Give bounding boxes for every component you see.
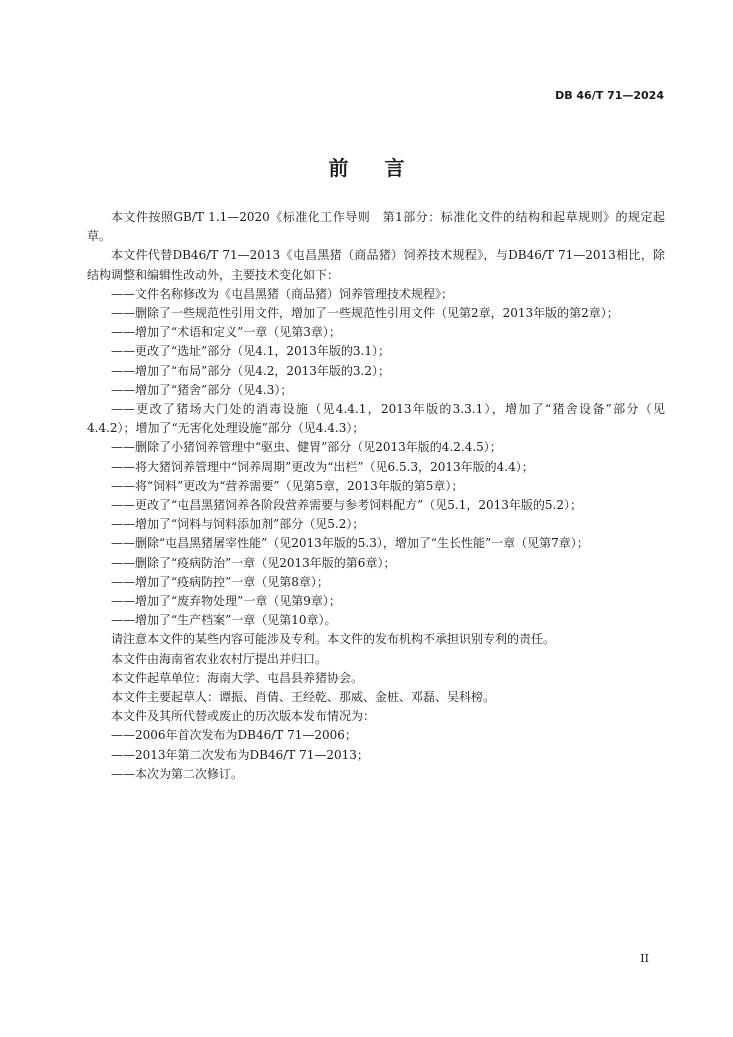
page-title [0,152,733,181]
change-item: ——删除了小猪饲养管理中“驱虫、健胃”部分（见2013年版的4.2.4.5）； [111,440,502,455]
change-item: ——增加了“生产档案”一章（见第10章）。 [111,613,337,628]
change-item: ——删除了一些规范性引用文件，增加了一些规范性引用文件（见第2章，2013年版的第2章）； [111,306,619,321]
paragraph: 本文件主要起草人：谭振、肖倩、王经乾、那威、金桩、邓磊、吴科榜。 [111,690,496,705]
paragraph: 本文件由海南省农业农村厅提出并归口。 [111,651,328,666]
change-item: ——将大猪饲养管理中“饲养周期”更改为“出栏”（见6.5.3，2013年版的4.4）； [111,459,534,474]
paragraph: 本文件及其所代替或废止的历次版本发布情况为： [111,709,376,724]
change-item: ——增加了“饲料与饲料添加剂”部分（见5.2）； [111,517,365,532]
change-item: ——更改了猪场大门处的消毒设施（见4.4.1，2013年版的3.3.1），增加了“猪舍设备”部分（见4.4.2）；增加了“无害化处理设施”部分（见4.4.3）； [87,402,665,436]
change-item: ——增加了“布局”部分（见4.2，2013年版的3.2）； [111,363,390,378]
change-item: ——增加了“术语和定义”一章（见第3章）； [111,325,341,340]
history-item: ——本次为第二次修订。 [111,766,244,781]
change-item: ——文件名称修改为《屯昌黑猪（商品猪）饲养管理技术规程》； [111,286,454,301]
page-title-part2: 言 [384,156,405,180]
history-item: ——2013年第二次发布为DB46/T 71—2013； [111,747,369,762]
foreword-body [87,208,665,784]
change-item: ——删除“屯昌黑猪屠宰性能”（见2013年版的5.3），增加了“生长性能”一章（见第7章）； [111,536,589,551]
page-number: II [640,952,649,965]
change-item: ——增加了“疫病防控”一章（见第8章）； [111,574,329,589]
change-item: ——增加了“废弃物处理”一章（见第9章）； [111,594,341,609]
history-item: ——2006年首次发布为DB46/T 71—2006； [111,728,357,743]
document-code: DB 46/T 71—2024 [555,89,664,102]
page-title-part1: 前 [328,156,349,180]
paragraph: 本文件代替DB46/T 71—2013《屯昌黑猪（商品猪）饲养技术规程》，与DB46/T 71—2013相比，除结构调整和编辑性改动外，主要技术变化如下： [87,248,665,282]
change-item: ——更改了“选址”部分（见4.1，2013年版的3.1）； [111,344,390,359]
paragraph: 请注意本文件的某些内容可能涉及专利。本文件的发布机构不承担识别专利的责任。 [111,632,556,647]
paragraph: 本文件起草单位：海南大学、屯昌县养猪协会。 [111,670,364,685]
change-item: ——更改了“屯昌黑猪饲养各阶段营养需要与参考饲料配方”（见5.1，2013年版的5.2）； [111,498,582,513]
paragraph: 本文件按照GB/T 1.1—2020《标准化工作导则 第1部分：标准化文件的结构和起草规则》的规定起草。 [87,210,665,244]
change-item: ——将“饲料”更改为“营养需要”（见第5章，2013年版的第5章）； [111,478,464,493]
change-item: ——删除了“疫病防治”一章（见2013年版的第6章）； [111,555,396,570]
change-item: ——增加了“猪舍”部分（见4.3）； [111,382,293,397]
